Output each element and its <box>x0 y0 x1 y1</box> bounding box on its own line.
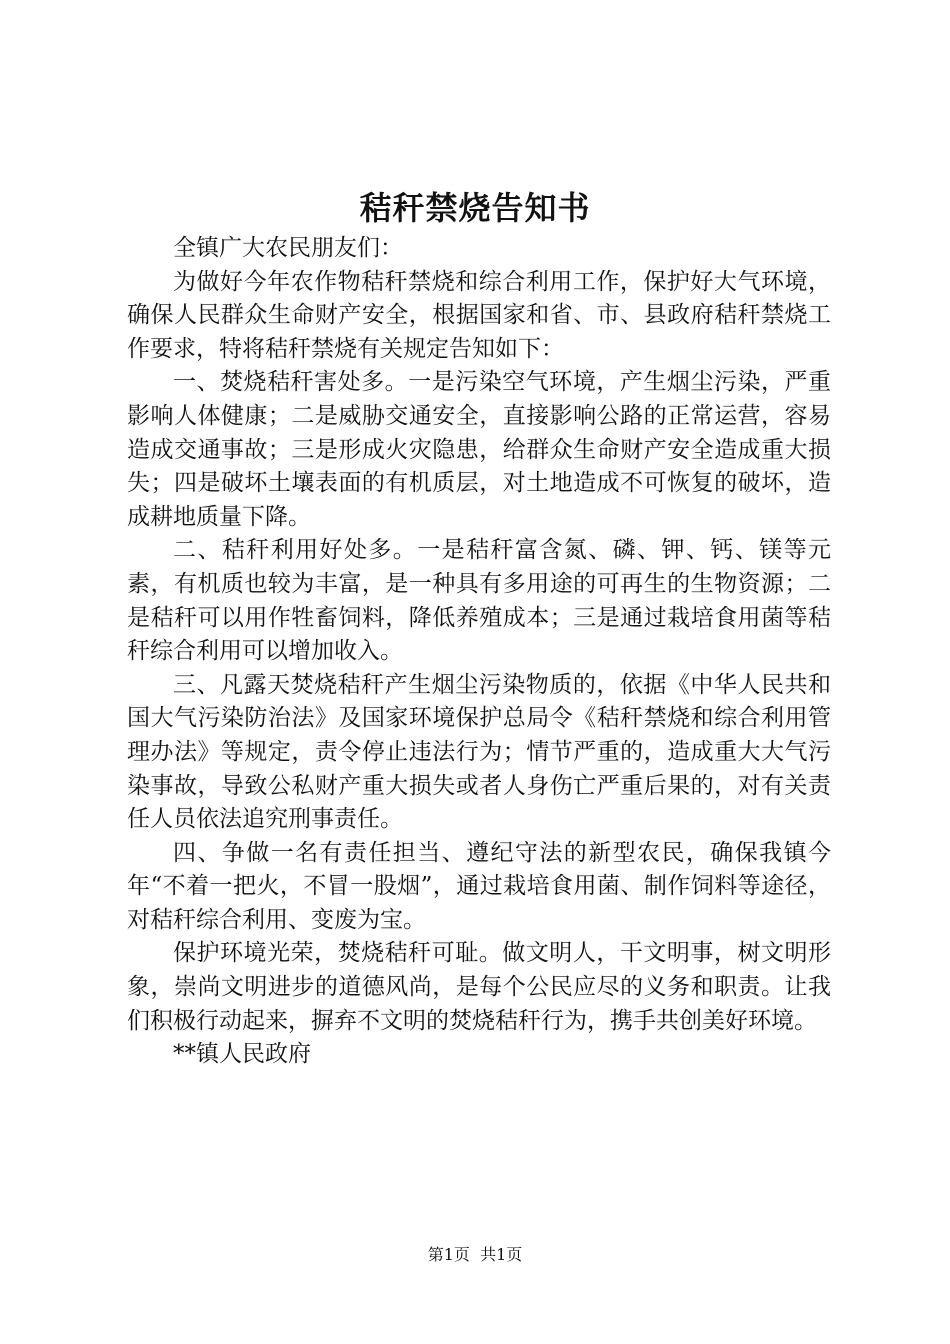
document-body <box>127 232 831 1072</box>
salutation: 全镇广大农民朋友们： <box>173 235 403 261</box>
paragraph-benefit: 二、秸秆利用好处多。一是秸秆富含氮、磷、钾、钙、镁等元素，有机质也较为丰富，是一种具有多用途的可再生的生物资源；二是秸秆可以用作牲畜饲料，降低养殖成本；三是通过栽培食用菌等秸秆综合利用可以增加收入。 <box>127 537 831 665</box>
paragraph-closing: 保护环境光荣，焚烧秸秆可耻。做文明人，干文明事，树文明形象，崇尚文明进步的道德风尚，是每个公民应尽的义务和职责。让我们积极行动起来，摒弃不文明的焚烧秸秆行为，携手共创美好环境。 <box>127 940 831 1034</box>
paragraph-legal: 三、凡露天焚烧秸秆产生烟尘污染物质的，依据《中华人民共和国大气污染防治法》及国家环境保护总局令《秸秆禁烧和综合利用管理办法》等规定，责令停止违法行为；情节严重的，造成重大大气污染事故，导致公私财产重大损失或者人身伤亡严重后果的，对有关责任人员依法追究刑事责任。 <box>127 671 831 833</box>
signature: **镇人民政府 <box>173 1041 311 1068</box>
paragraph-appeal: 四、争做一名有责任担当、遵纪守法的新型农民，确保我镇今年“不着一把火，不冒一股烟”，通过栽培食用菌、制作饲料等途径，对秸秆综合利用、变废为宝。 <box>127 839 831 933</box>
paragraph-harm: 一、焚烧秸秆害处多。一是污染空气环境，产生烟尘污染，严重影响人体健康；二是威胁交通安全，直接影响公路的正常运营，容易造成交通事故；三是形成火灾隐患，给群众生命财产安全造成重大损失；四是破坏土壤表面的有机质层，对土地造成不可恢复的破坏，造成耕地质量下降。 <box>127 369 831 530</box>
page-number-footer <box>0 1244 950 1266</box>
document-title: 秸秆禁烧告知书 <box>359 189 591 227</box>
intro-paragraph: 为做好今年农作物秸秆禁烧和综合利用工作，保护好大气环境，确保人民群众生命财产安全，根据国家和省、市、县政府秸秆禁烧工作要求，特将秸秆禁烧有关规定告知如下： <box>127 268 831 362</box>
page-info: 第1页 共1页 <box>427 1245 523 1264</box>
